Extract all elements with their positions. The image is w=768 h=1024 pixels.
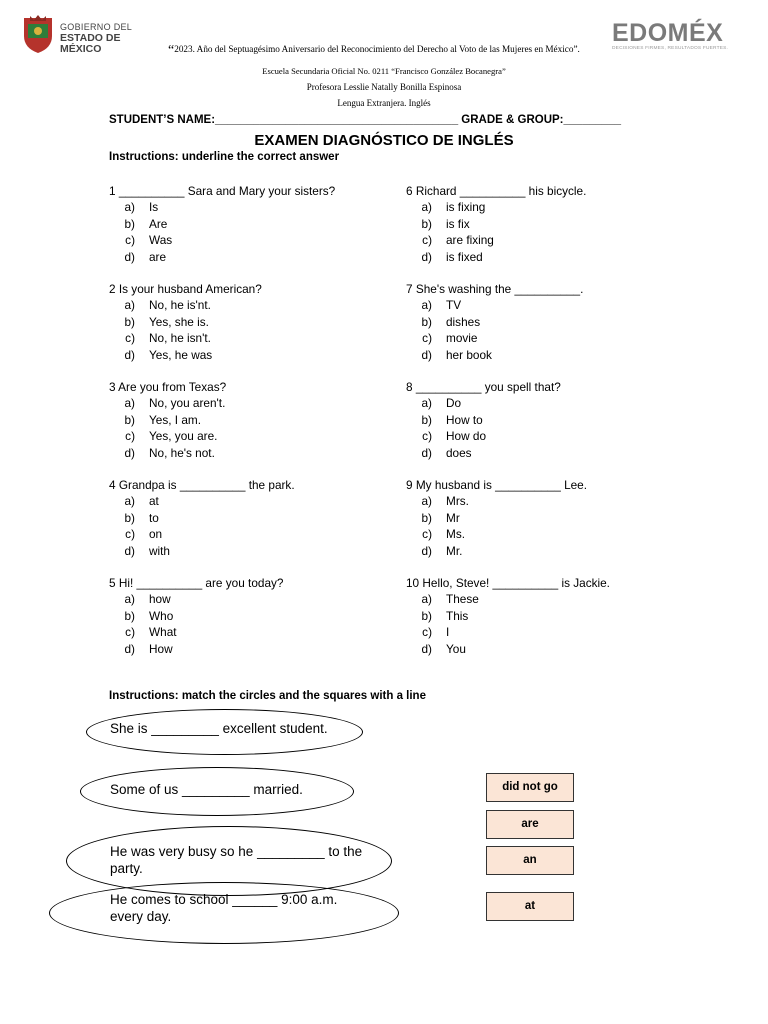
exam-title: EXAMEN DIAGNÓSTICO DE INGLÉS — [254, 132, 514, 149]
edomex-brand: EDOMÉX — [612, 19, 724, 47]
option-text: How to — [446, 412, 483, 427]
option-text: Who — [149, 608, 174, 623]
option-text: on — [149, 527, 163, 542]
option-letter: d) — [124, 641, 135, 656]
answer-option[interactable] — [406, 314, 583, 330]
option-text: Ms. — [446, 527, 466, 542]
option-text: Yes, he was — [149, 347, 213, 362]
option-text: at — [149, 494, 159, 509]
option-text: is fix — [446, 216, 470, 231]
answer-option[interactable] — [109, 216, 335, 232]
question-1 — [109, 183, 335, 265]
option-text: This — [446, 608, 469, 623]
answer-option[interactable] — [109, 624, 283, 640]
option-text: TV — [446, 298, 462, 313]
answer-option[interactable] — [406, 526, 587, 542]
question-2 — [109, 281, 262, 363]
coat-of-arms-icon — [20, 14, 56, 54]
answer-option[interactable] — [109, 232, 335, 248]
answer-option[interactable] — [406, 232, 586, 248]
question-8 — [406, 379, 561, 461]
option-letter: a) — [124, 396, 135, 411]
question-7 — [406, 281, 583, 363]
question-text: 1 __________ Sara and Mary your sisters? — [109, 184, 336, 198]
option-letter: d) — [421, 543, 432, 558]
option-text: are fixing — [446, 233, 494, 248]
option-text: Do — [446, 396, 462, 411]
question-text: 8 __________ you spell that? — [406, 380, 561, 394]
option-letter: b) — [124, 216, 135, 231]
square-1[interactable]: did not go — [486, 773, 574, 802]
option-letter: a) — [124, 592, 135, 607]
answer-option[interactable] — [406, 543, 587, 559]
question-text: 6 Richard __________ his bicycle. — [406, 184, 587, 198]
question-3 — [109, 379, 226, 461]
option-text: I — [446, 625, 450, 640]
question-5 — [109, 575, 283, 657]
option-letter: d) — [124, 249, 135, 264]
option-letter: c) — [125, 331, 135, 346]
circle-sentence-4: He comes to school ______ 9:00 a.m. every day. — [110, 892, 338, 924]
option-text: How — [149, 641, 173, 656]
answer-option[interactable] — [109, 199, 335, 215]
option-letter: a) — [124, 298, 135, 313]
option-letter: c) — [125, 527, 135, 542]
option-letter: c) — [422, 625, 432, 640]
option-letter: a) — [421, 298, 432, 313]
option-letter: d) — [421, 445, 432, 460]
anniversary-line: “2023. Año del Septuagésimo Aniversario del Reconocimiento del Derecho al Voto de las Mujeres en México”. — [168, 43, 580, 58]
answer-option[interactable] — [109, 330, 262, 346]
answer-option[interactable] — [406, 624, 610, 640]
option-letter: a) — [421, 396, 432, 411]
gov-line-2: ESTADO DE MÉXICO — [60, 32, 121, 55]
answer-option[interactable] — [109, 608, 283, 624]
subject-name: Lengua Extranjera. Inglés — [337, 98, 431, 108]
option-text: is fixed — [446, 249, 483, 264]
answer-option[interactable] — [406, 297, 583, 313]
option-letter: d) — [124, 445, 135, 460]
answer-option[interactable] — [109, 428, 226, 444]
option-text: Mr — [446, 510, 460, 525]
answer-option[interactable] — [406, 493, 587, 509]
answer-option[interactable] — [406, 216, 586, 232]
option-letter: a) — [124, 494, 135, 509]
answer-option[interactable] — [406, 412, 561, 428]
option-letter: c) — [125, 429, 135, 444]
option-letter: a) — [421, 200, 432, 215]
option-letter: d) — [421, 347, 432, 362]
answer-option[interactable] — [109, 641, 283, 657]
student-name-grade-line[interactable]: STUDENT’S NAME:______________________________________ GRADE & GROUP:_________ — [109, 114, 622, 126]
answer-option[interactable] — [109, 543, 295, 559]
answer-option[interactable] — [406, 445, 561, 461]
instructions-underline: Instructions: underline the correct answer — [109, 151, 340, 163]
answer-option[interactable] — [109, 412, 226, 428]
option-text: Are — [149, 216, 168, 231]
answer-option[interactable] — [109, 314, 262, 330]
option-letter: c) — [422, 331, 432, 346]
option-letter: b) — [124, 510, 135, 525]
answer-option[interactable] — [406, 347, 583, 363]
edomex-logo — [612, 20, 752, 56]
question-text: 3 Are you from Texas? — [109, 380, 227, 394]
answer-option[interactable] — [109, 591, 283, 607]
option-text: You — [446, 641, 466, 656]
option-letter: b) — [421, 412, 432, 427]
option-letter: b) — [124, 314, 135, 329]
option-text: movie — [446, 331, 478, 346]
answer-option[interactable] — [406, 591, 610, 607]
option-letter: b) — [421, 314, 432, 329]
answer-option[interactable] — [109, 510, 295, 526]
circle-sentence-2: Some of us _________ married. — [110, 782, 303, 797]
option-text: dishes — [446, 314, 481, 329]
option-text: does — [446, 445, 472, 460]
option-text: These — [446, 592, 479, 607]
question-9 — [406, 477, 587, 559]
answer-option[interactable] — [406, 510, 587, 526]
option-text: No, he isn't. — [149, 331, 211, 346]
option-text: Yes, you are. — [149, 429, 218, 444]
answer-option[interactable] — [109, 526, 295, 542]
option-letter: a) — [421, 592, 432, 607]
option-text: No, you aren't. — [149, 396, 226, 411]
option-text: with — [149, 543, 170, 558]
question-text: 2 Is your husband American? — [109, 282, 262, 296]
option-text: Yes, she is. — [149, 314, 209, 329]
option-letter: c) — [422, 527, 432, 542]
option-text: is fixing — [446, 200, 486, 215]
option-letter: b) — [421, 608, 432, 623]
option-text: are — [149, 249, 167, 264]
question-4 — [109, 477, 295, 559]
option-text: What — [149, 625, 177, 640]
answer-option[interactable] — [109, 395, 226, 411]
question-text: 4 Grandpa is __________ the park. — [109, 478, 295, 492]
option-text: Was — [149, 233, 173, 248]
question-10 — [406, 575, 610, 657]
option-text: No, he is'nt. — [149, 298, 211, 313]
answer-option[interactable] — [406, 249, 586, 265]
school-name: Escuela Secundaria Oficial No. 0211 “Francisco González Bocanegra” — [262, 66, 506, 76]
answer-option[interactable] — [109, 249, 335, 265]
answer-option[interactable] — [109, 493, 295, 509]
option-letter: d) — [124, 543, 135, 558]
question-text: 10 Hello, Steve! __________ is Jackie. — [406, 576, 610, 590]
option-text: Yes, I am. — [149, 412, 202, 427]
option-letter: c) — [422, 429, 432, 444]
instructions-match: Instructions: match the circles and the squares with a line — [109, 690, 426, 702]
square-2[interactable]: are — [486, 810, 574, 839]
option-letter: b) — [124, 608, 135, 623]
option-letter: d) — [421, 249, 432, 264]
gov-line-1: GOBIERNO DEL — [60, 22, 133, 32]
anniversary-text: 2023. Año del Septuagésimo Aniversario del Reconocimiento del Derecho al Voto de las Mujeres en México — [174, 44, 574, 54]
answer-option[interactable] — [406, 428, 561, 444]
square-3[interactable]: an — [486, 846, 574, 875]
teacher-name: Profesora Lesslie Natally Bonilla Espinosa — [306, 82, 462, 92]
option-text: her book — [446, 347, 492, 362]
option-letter: d) — [124, 347, 135, 362]
option-text: Mr. — [446, 543, 463, 558]
answer-option[interactable] — [406, 330, 583, 346]
circle-sentence-3: He was very busy so he _________ to the party. — [110, 844, 363, 876]
option-text: to — [149, 510, 159, 525]
square-4[interactable]: at — [486, 892, 574, 921]
option-text: How do — [446, 429, 486, 444]
edomex-tagline: DECISIONES FIRMES, RESULTADOS FUERTES. — [612, 46, 729, 51]
option-letter: c) — [125, 233, 135, 248]
question-text: 7 She's washing the __________. — [406, 282, 584, 296]
answer-option[interactable] — [109, 445, 226, 461]
question-6 — [406, 183, 586, 265]
option-text: Mrs. — [446, 494, 469, 509]
option-letter: c) — [125, 625, 135, 640]
option-letter: a) — [124, 200, 135, 215]
answer-option[interactable] — [406, 641, 610, 657]
answer-option[interactable] — [109, 297, 262, 313]
answer-option[interactable] — [109, 347, 262, 363]
option-text: how — [149, 592, 171, 607]
answer-option[interactable] — [406, 395, 561, 411]
option-letter: b) — [421, 510, 432, 525]
option-text: No, he's not. — [149, 445, 215, 460]
gobierno-logo — [20, 14, 160, 56]
option-letter: b) — [421, 216, 432, 231]
option-letter: c) — [422, 233, 432, 248]
option-text: Is — [149, 200, 159, 215]
option-letter: b) — [124, 412, 135, 427]
option-letter: d) — [421, 641, 432, 656]
question-text: 5 Hi! __________ are you today? — [109, 576, 284, 590]
question-text: 9 My husband is __________ Lee. — [406, 478, 588, 492]
option-letter: a) — [421, 494, 432, 509]
answer-option[interactable] — [406, 608, 610, 624]
circle-sentence-1: She is _________ excellent student. — [110, 721, 328, 736]
answer-option[interactable] — [406, 199, 586, 215]
